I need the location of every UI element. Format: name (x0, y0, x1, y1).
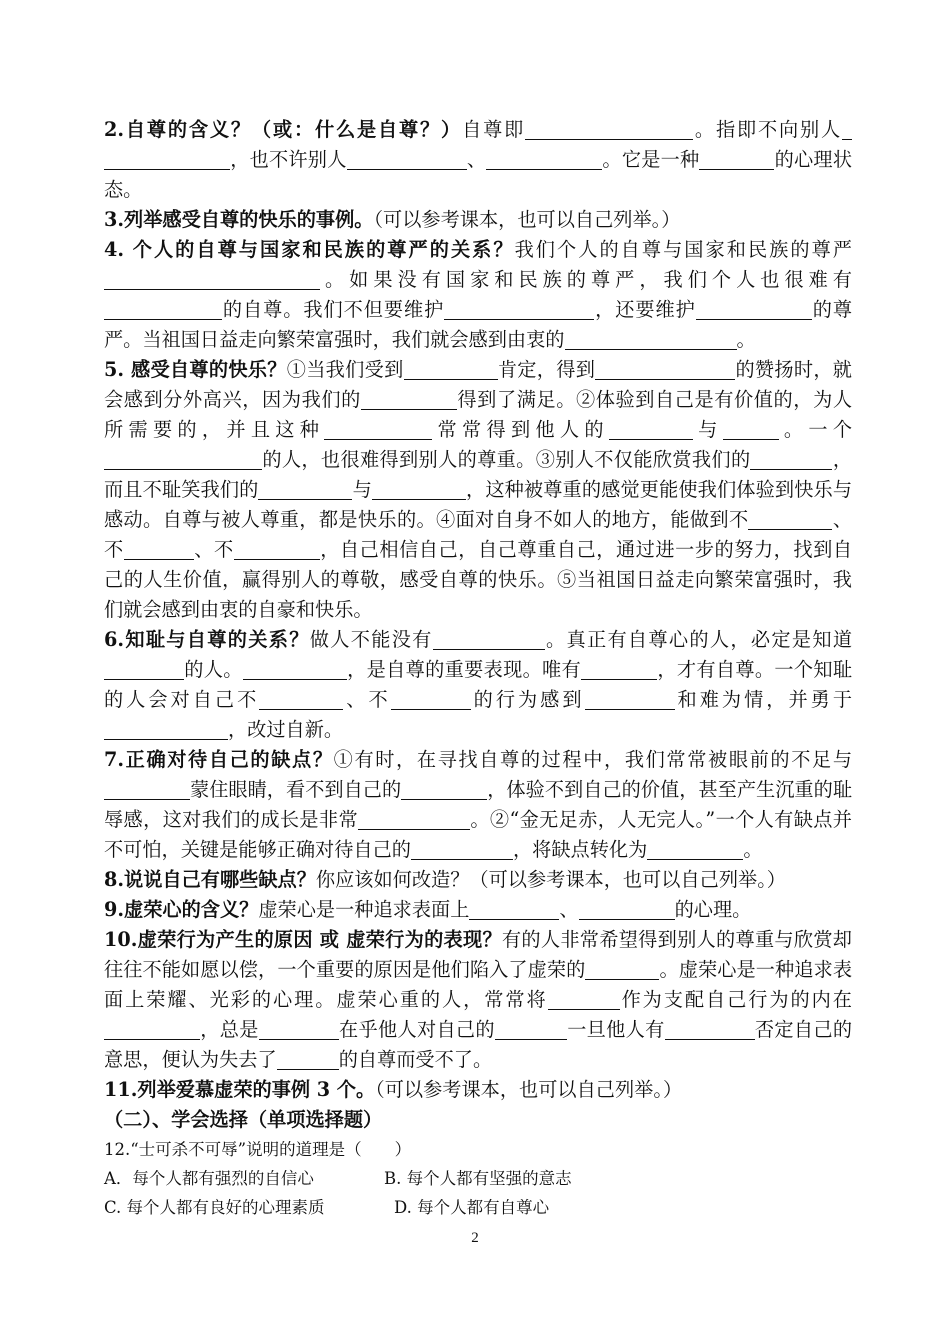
q11-text-1: （可以参考课本，也可以自己列举。） (375, 1078, 683, 1101)
q6-text-6: 、不 (343, 688, 391, 711)
question-9-title: 9.虚荣心的含义？ (104, 898, 259, 921)
question-4 (104, 235, 852, 355)
blank[interactable] (104, 148, 230, 170)
blank[interactable] (347, 148, 467, 170)
q10-text-3: 作为支配自己行为的内在 (619, 988, 852, 1011)
q5-text-14: ，自己相信自己，自己尊重自己，通过进一步的努力，找到自己的人生价值，赢得别人的尊敬，感受自尊的快乐。⑤当祖国日益走向繁荣富强时，我们就会感到由衷的自豪和快乐。 (104, 538, 853, 621)
q5-text-2: 肯定，得到 (497, 358, 596, 381)
question-7 (104, 745, 852, 865)
blank[interactable] (579, 898, 675, 920)
blank[interactable] (401, 778, 487, 800)
question-2 (104, 115, 852, 205)
q7-text-5: ，将缺点转化为 (513, 838, 648, 861)
blank[interactable] (565, 328, 737, 350)
q9-text-3: 的心理。 (674, 898, 752, 921)
q10-text-1: 有的人非常希望得到别人的尊重与欣赏却往往不能如愿以偿，一个重要的原因是他们陷入了虚荣的 (104, 928, 852, 981)
q5-text-6: 与 (692, 418, 723, 441)
blank[interactable] (609, 418, 693, 440)
q5-text-7: 。一个 (778, 418, 853, 441)
q9-text-1: 虚荣心是一种追求表面上 (258, 898, 470, 921)
q3-text-1: （可以参考课本，也可以自己列举。） (373, 208, 681, 231)
blank[interactable] (585, 688, 675, 710)
blank[interactable] (104, 778, 190, 800)
question-4-title: 4. 个人的自尊与国家和民族的尊严的关系？ (104, 238, 515, 261)
q2-text-1: 自尊即 (462, 118, 526, 141)
section-heading: （二）、学会选择（单项选择题） (104, 1108, 383, 1131)
option-c[interactable]: C. 每个人都有良好的心理素质 (104, 1198, 325, 1217)
blank[interactable] (104, 448, 262, 470)
option-a[interactable]: A．每个人都有强烈的自信心 (104, 1169, 314, 1188)
blank[interactable] (324, 418, 432, 440)
blank[interactable] (104, 268, 320, 290)
blank[interactable] (104, 1018, 200, 1040)
q4-text-4: ，还要维护 (594, 298, 696, 321)
options-row-2 (104, 1193, 852, 1222)
q6-text-7: 的行为感到 (470, 688, 585, 711)
q5-text-3: 的赞扬时，就会感到分外高兴，因为我们的 (104, 358, 852, 411)
question-7-title: 7.正确对待自己的缺点？ (104, 748, 334, 771)
blank[interactable] (696, 298, 812, 320)
q7-text-4: 。②“金无足赤，人无完人。”一个人有缺点并不可怕，关键是能够正确对待自己的 (104, 808, 852, 861)
blank[interactable] (391, 688, 471, 710)
question-9 (104, 895, 852, 925)
q6-text-9: ，改过自新。 (228, 718, 344, 741)
blank[interactable] (361, 388, 457, 410)
question-8-title: 8.说说自己有哪些缺点？ (104, 868, 316, 891)
question-2-title: 2.自尊的含义？（或：什么是自尊？） (104, 118, 463, 141)
q9-text-2: 、 (559, 898, 579, 921)
question-10-title: 10.虚荣行为产生的原因 或 虚荣行为的表现？ (104, 928, 502, 951)
question-10 (104, 925, 852, 1075)
blank[interactable] (486, 148, 602, 170)
q7-text-2: 蒙住眼睛，看不到自己的 (190, 778, 402, 801)
q10-text-2: 。虚荣心是一种追求表面上荣耀、光彩的心理。虚荣心重的人，常常将 (104, 958, 853, 1011)
q4-text-6: 。 (736, 328, 756, 351)
blank[interactable] (259, 1018, 339, 1040)
q5-text-4: 得到了满足。②体验到自己是有价值的，为人所需要的，并且这种 (104, 388, 853, 441)
q5-text-12: 、不 (104, 508, 853, 561)
q5-text-10: 与 (352, 478, 372, 501)
blank[interactable] (358, 808, 470, 830)
question-11-title: 11.列举爱慕虚荣的事例 3 个。 (104, 1078, 376, 1101)
blank[interactable] (124, 538, 194, 560)
blank[interactable] (104, 658, 184, 680)
blank[interactable] (548, 988, 620, 1010)
q7-text-1: ①有时，在寻找自尊的过程中，我们常常被眼前的不足与 (333, 748, 853, 771)
q7-text-6: 。 (743, 838, 763, 861)
blank[interactable] (699, 148, 774, 170)
q10-text-5: 在乎他人对自己的 (338, 1018, 495, 1041)
q6-text-4: ，是自尊的重要表现。唯有 (346, 658, 582, 681)
q4-text-1: 我们个人的自尊与国家和民族的尊严 (514, 238, 852, 261)
q2-text-6: 的心理状态。 (104, 148, 853, 201)
q10-text-4: ，总是 (200, 1018, 259, 1041)
question-6-title: 6.知耻与自尊的关系？ (104, 628, 310, 651)
option-b[interactable]: B. 每个人都有坚强的意志 (384, 1169, 572, 1188)
blank[interactable] (495, 1018, 567, 1040)
q6-text-8: 和难为情，并勇于 (674, 688, 853, 711)
question-3 (104, 205, 852, 235)
question-11 (104, 1075, 852, 1105)
blank[interactable] (104, 298, 222, 320)
blank[interactable] (444, 298, 594, 320)
q4-text-2: 。如果没有国家和民族的尊严，我们个人也很难有 (320, 268, 852, 291)
blank[interactable] (723, 418, 779, 440)
q6-text-1: 做人不能没有 (309, 628, 433, 651)
q2-text-3: ，也不许别人 (230, 148, 347, 171)
question-6 (104, 625, 852, 745)
blank[interactable] (411, 838, 513, 860)
blank[interactable] (525, 118, 693, 140)
blank[interactable] (750, 448, 832, 470)
blank[interactable] (647, 838, 743, 860)
q5-text-9: ，而且不耻笑我们的 (104, 448, 853, 501)
blank[interactable] (433, 628, 545, 650)
option-d[interactable]: D. 每个人都有自尊心 (394, 1198, 550, 1217)
options-row-1 (104, 1164, 852, 1193)
q10-text-8: 的自尊而受不了。 (338, 1048, 493, 1071)
blank[interactable] (104, 718, 228, 740)
question-12-stem: 12.“士可杀不可辱”说明的道理是（ ） (104, 1140, 412, 1159)
q5-text-5: 常常得到他人的 (432, 418, 609, 441)
page-number: 2 (471, 1230, 479, 1246)
q2-text-2: 。指即不向别人 (693, 118, 843, 141)
question-8 (104, 865, 852, 895)
worksheet-content (104, 115, 852, 1222)
q7-text-3: ，体验不到自己的价值，甚至产生沉重的耻辱感，这对我们的成长是非常 (104, 778, 853, 831)
question-5-title: 5. 感受自尊的快乐？ (104, 358, 287, 381)
q5-text-1: ①当我们受到 (286, 358, 404, 381)
blank[interactable] (259, 688, 343, 710)
blank[interactable] (404, 358, 498, 380)
blank[interactable] (595, 358, 735, 380)
q4-text-3: 的自尊。我们不但要维护 (222, 298, 445, 321)
q2-text-4: 、 (466, 148, 487, 171)
q6-text-2: 。真正有自尊心的人，必定是知道 (544, 628, 853, 651)
blank[interactable] (585, 958, 659, 980)
blank[interactable] (748, 508, 832, 530)
question-5 (104, 355, 852, 625)
blank[interactable] (258, 478, 352, 500)
blank[interactable] (842, 118, 852, 140)
blank[interactable] (469, 898, 559, 920)
q5-text-11: ，这种被尊重的感觉更能使我们体验到快乐与感动。自尊与被人尊重，都是快乐的。④面对自身不如人的地方，能做到不 (104, 478, 853, 531)
q10-text-7: 否定自己的意思，便认为失去了 (104, 1018, 853, 1071)
blank[interactable] (372, 478, 466, 500)
q6-text-5: ，才有自尊。一个知耻的人会对自己不 (104, 658, 853, 711)
q4-text-5: 的尊严。当祖国日益走向繁荣富强时，我们就会感到由衷的 (104, 298, 853, 351)
q10-text-6: 一旦他人有 (566, 1018, 665, 1041)
blank[interactable] (234, 538, 320, 560)
q2-text-5: 。它是一种 (602, 148, 700, 171)
question-3-title: 3.列举感受自尊的快乐的事例。 (104, 208, 374, 231)
blank[interactable] (581, 658, 657, 680)
blank[interactable] (665, 1018, 755, 1040)
q5-text-8: 的人，也很难得到别人的尊重。③别人不仅能欣赏我们的 (262, 448, 751, 471)
blank[interactable] (243, 658, 347, 680)
q8-text-1: 你应该如何改造？（可以参考课本，也可以自己列举。） (315, 868, 786, 891)
q5-text-13: 、不 (193, 538, 234, 561)
q6-text-3: 的人。 (184, 658, 243, 681)
blank[interactable] (277, 1048, 339, 1070)
